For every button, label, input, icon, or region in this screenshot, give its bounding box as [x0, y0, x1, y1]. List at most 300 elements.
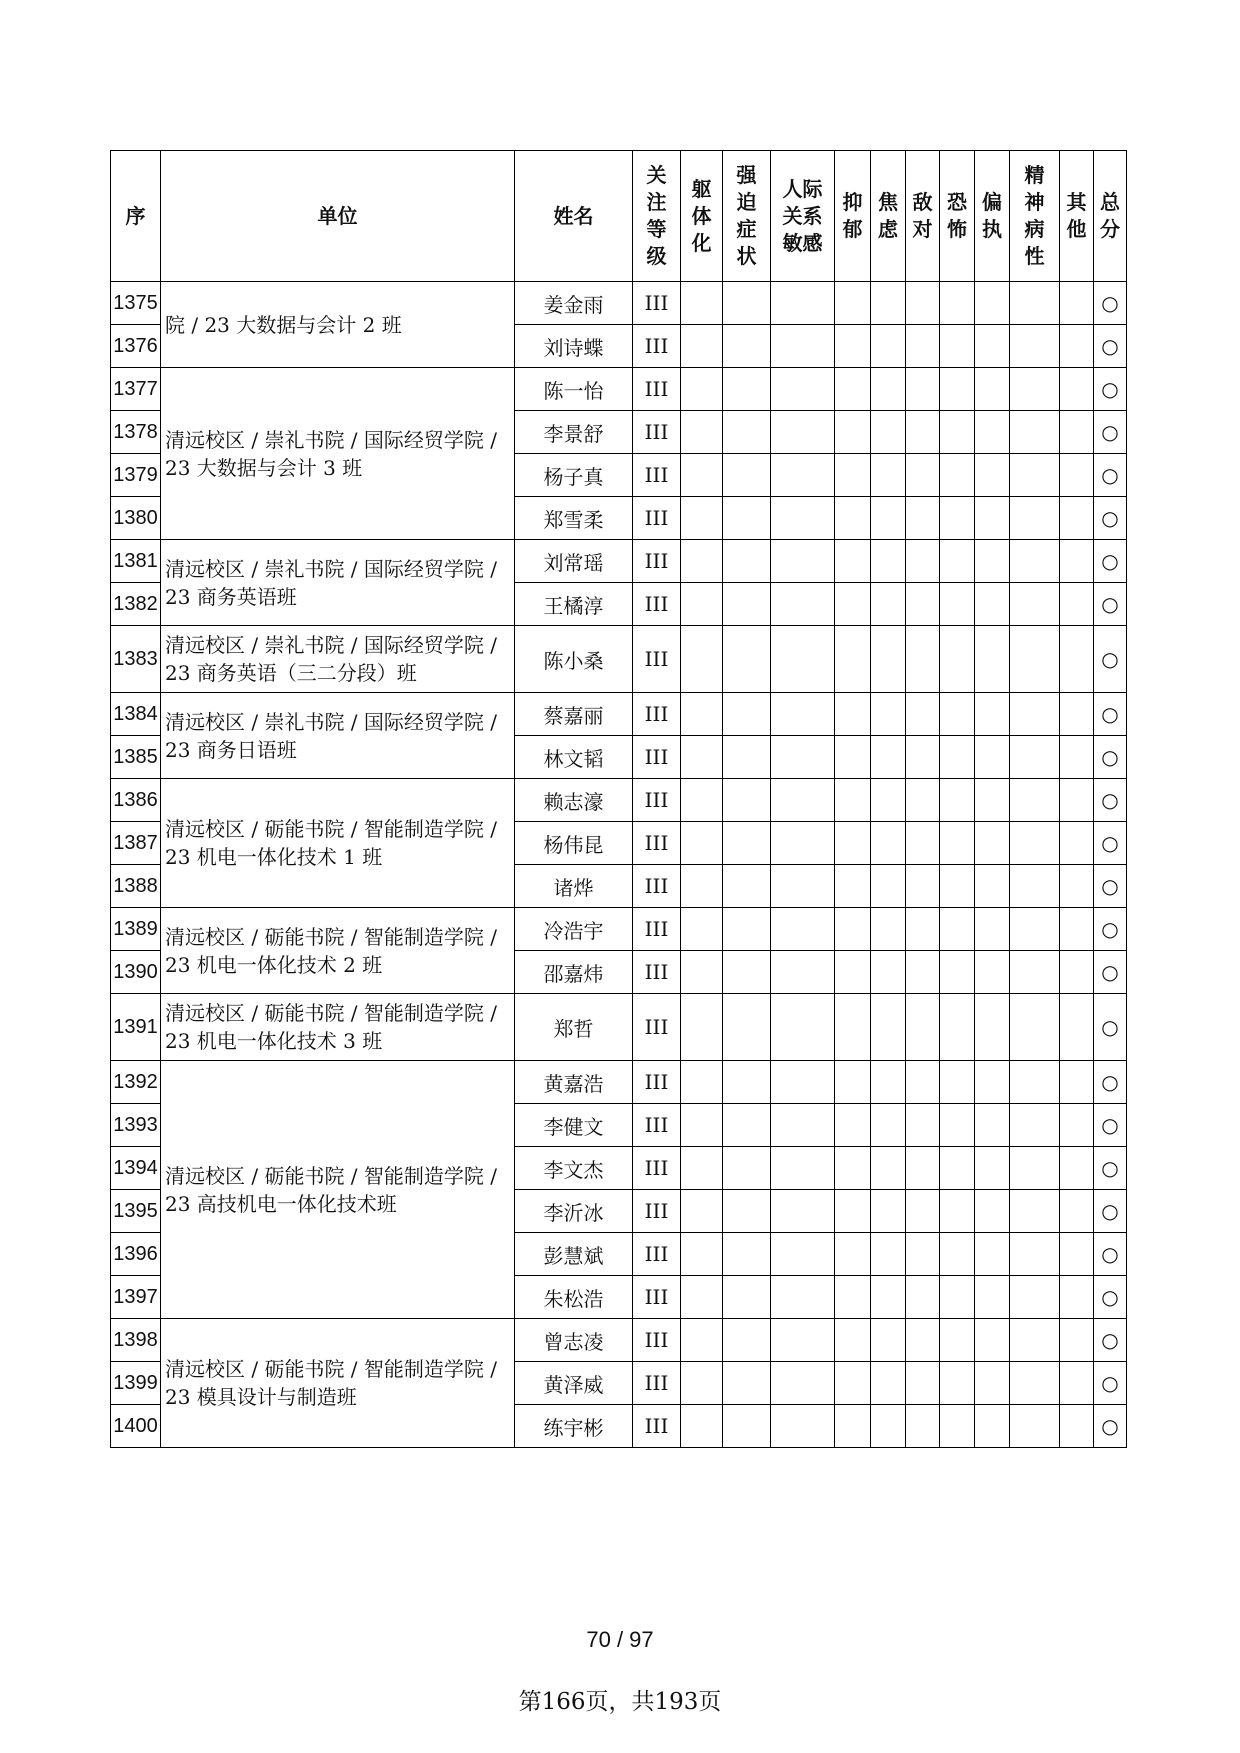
row-score-cell	[871, 583, 906, 626]
row-unit: 院 / 23 大数据与会计 2 班	[161, 282, 515, 368]
row-score-cell	[723, 1147, 771, 1190]
row-score-cell	[771, 822, 835, 865]
header-other	[1060, 151, 1094, 282]
row-level: III	[633, 822, 681, 865]
row-level: III	[633, 865, 681, 908]
row-name: 郑哲	[515, 994, 633, 1061]
row-score-cell	[975, 822, 1010, 865]
row-score-cell	[871, 994, 906, 1061]
row-level: III	[633, 282, 681, 325]
row-score-cell	[906, 368, 940, 411]
row-total: ○	[1094, 1104, 1127, 1147]
row-score-cell	[723, 1362, 771, 1405]
row-score-cell	[871, 626, 906, 693]
row-score-cell	[975, 951, 1010, 994]
row-score-cell	[835, 951, 871, 994]
row-name: 李文杰	[515, 1147, 633, 1190]
row-score-cell	[940, 693, 975, 736]
row-score-cell	[906, 626, 940, 693]
row-score-cell	[940, 626, 975, 693]
row-score-cell	[940, 1233, 975, 1276]
row-score-cell	[1060, 736, 1094, 779]
header-char: 关	[646, 163, 667, 187]
header-char: 敏感	[782, 230, 823, 255]
row-score-cell	[771, 1147, 835, 1190]
row-name: 黄泽威	[515, 1362, 633, 1405]
row-score-cell	[1060, 325, 1094, 368]
row-score-cell	[835, 626, 871, 693]
row-score-cell	[681, 1104, 723, 1147]
row-score-cell	[975, 1061, 1010, 1104]
row-score-cell	[681, 1061, 723, 1104]
row-total: ○	[1094, 951, 1127, 994]
row-score-cell	[1010, 1405, 1060, 1448]
row-score-cell	[1060, 951, 1094, 994]
header-char: 迫	[736, 190, 757, 214]
row-score-cell	[871, 411, 906, 454]
row-score-cell	[1060, 908, 1094, 951]
row-score-cell	[975, 779, 1010, 822]
row-level: III	[633, 779, 681, 822]
header-unit: 单位	[161, 151, 515, 282]
header-obsessive	[723, 151, 771, 282]
row-score-cell	[1060, 1061, 1094, 1104]
row-score-cell	[681, 1405, 723, 1448]
row-seq: 1386	[111, 779, 161, 822]
row-score-cell	[975, 497, 1010, 540]
row-name: 李景舒	[515, 411, 633, 454]
row-score-cell	[681, 1319, 723, 1362]
row-score-cell	[723, 822, 771, 865]
row-total: ○	[1094, 693, 1127, 736]
row-score-cell	[1060, 1319, 1094, 1362]
row-score-cell	[975, 626, 1010, 693]
row-name: 杨子真	[515, 454, 633, 497]
row-total: ○	[1094, 1276, 1127, 1319]
row-score-cell	[771, 1276, 835, 1319]
row-score-cell	[1010, 411, 1060, 454]
page-total: 第166页，共193页	[518, 1689, 722, 1715]
row-level: III	[633, 497, 681, 540]
row-total: ○	[1094, 1362, 1127, 1405]
row-score-cell	[835, 583, 871, 626]
row-score-cell	[771, 865, 835, 908]
row-score-cell	[940, 865, 975, 908]
row-seq: 1380	[111, 497, 161, 540]
header-psychotic	[1010, 151, 1060, 282]
row-score-cell	[1060, 1362, 1094, 1405]
row-score-cell	[835, 540, 871, 583]
row-level: III	[633, 1190, 681, 1233]
row-score-cell	[1010, 822, 1060, 865]
row-name: 王橘淳	[515, 583, 633, 626]
row-score-cell	[975, 1362, 1010, 1405]
header-char: 性	[1024, 244, 1045, 268]
row-score-cell	[975, 1104, 1010, 1147]
row-score-cell	[835, 822, 871, 865]
row-name: 彭慧斌	[515, 1233, 633, 1276]
row-score-cell	[771, 1362, 835, 1405]
row-level: III	[633, 1319, 681, 1362]
row-score-cell	[681, 583, 723, 626]
row-score-cell	[723, 454, 771, 497]
row-total: ○	[1094, 1233, 1127, 1276]
row-score-cell	[1060, 1233, 1094, 1276]
row-score-cell	[1060, 822, 1094, 865]
header-char: 精	[1024, 163, 1045, 187]
row-name: 陈一怡	[515, 368, 633, 411]
row-total: ○	[1094, 994, 1127, 1061]
row-score-cell	[723, 994, 771, 1061]
header-hostility	[906, 151, 940, 282]
header-char: 偏	[982, 190, 1002, 214]
row-score-cell	[871, 865, 906, 908]
row-score-cell	[835, 1362, 871, 1405]
row-score-cell	[906, 497, 940, 540]
row-score-cell	[906, 1362, 940, 1405]
row-score-cell	[940, 1405, 975, 1448]
row-score-cell	[940, 1104, 975, 1147]
row-score-cell	[906, 951, 940, 994]
row-level: III	[633, 1362, 681, 1405]
row-score-cell	[1010, 951, 1060, 994]
row-score-cell	[871, 951, 906, 994]
row-score-cell	[1010, 779, 1060, 822]
row-score-cell	[975, 411, 1010, 454]
row-score-cell	[940, 282, 975, 325]
header-char: 神	[1024, 190, 1045, 214]
row-score-cell	[906, 736, 940, 779]
row-total: ○	[1094, 779, 1127, 822]
row-seq: 1394	[111, 1147, 161, 1190]
row-seq: 1397	[111, 1276, 161, 1319]
row-score-cell	[835, 1147, 871, 1190]
row-score-cell	[906, 583, 940, 626]
header-char: 躯	[691, 176, 712, 201]
row-score-cell	[835, 1104, 871, 1147]
row-score-cell	[723, 736, 771, 779]
row-score-cell	[771, 1233, 835, 1276]
row-score-cell	[835, 1319, 871, 1362]
header-char: 总	[1100, 190, 1120, 214]
row-score-cell	[1060, 779, 1094, 822]
row-score-cell	[771, 454, 835, 497]
row-level: III	[633, 1405, 681, 1448]
header-char: 虑	[878, 217, 898, 241]
row-score-cell	[1010, 497, 1060, 540]
row-score-cell	[906, 1276, 940, 1319]
row-score-cell	[906, 1319, 940, 1362]
row-score-cell	[906, 454, 940, 497]
header-char: 恐	[947, 190, 967, 214]
row-score-cell	[681, 626, 723, 693]
row-score-cell	[681, 994, 723, 1061]
row-score-cell	[940, 1362, 975, 1405]
header-char: 关系	[782, 203, 823, 228]
row-score-cell	[1060, 1276, 1094, 1319]
row-level: III	[633, 1276, 681, 1319]
row-score-cell	[723, 368, 771, 411]
row-score-cell	[940, 1319, 975, 1362]
row-score-cell	[835, 1276, 871, 1319]
row-score-cell	[1010, 693, 1060, 736]
row-seq: 1390	[111, 951, 161, 994]
row-score-cell	[871, 325, 906, 368]
row-score-cell	[1010, 908, 1060, 951]
row-score-cell	[835, 282, 871, 325]
header-char: 执	[982, 217, 1002, 241]
header-anxiety	[871, 151, 906, 282]
row-name: 郑雪柔	[515, 497, 633, 540]
row-score-cell	[681, 951, 723, 994]
row-name: 李健文	[515, 1104, 633, 1147]
row-level: III	[633, 994, 681, 1061]
row-score-cell	[1010, 865, 1060, 908]
row-total: ○	[1094, 1061, 1127, 1104]
row-score-cell	[1010, 1104, 1060, 1147]
header-name: 姓名	[515, 151, 633, 282]
row-score-cell	[975, 454, 1010, 497]
row-score-cell	[975, 1405, 1010, 1448]
row-total: ○	[1094, 282, 1127, 325]
row-score-cell	[771, 497, 835, 540]
row-seq: 1382	[111, 583, 161, 626]
row-score-cell	[1060, 1147, 1094, 1190]
row-score-cell	[1060, 1405, 1094, 1448]
header-paranoid	[975, 151, 1010, 282]
row-name: 李沂冰	[515, 1190, 633, 1233]
table-row	[111, 626, 1127, 693]
row-score-cell	[906, 908, 940, 951]
row-score-cell	[871, 779, 906, 822]
row-score-cell	[723, 1190, 771, 1233]
row-score-cell	[975, 994, 1010, 1061]
row-level: III	[633, 325, 681, 368]
row-score-cell	[771, 626, 835, 693]
row-unit: 清远校区 / 砺能书院 / 智能制造学院 / 23 模具设计与制造班	[161, 1319, 515, 1448]
row-score-cell	[940, 1190, 975, 1233]
row-score-cell	[871, 1190, 906, 1233]
row-seq: 1393	[111, 1104, 161, 1147]
row-score-cell	[835, 1233, 871, 1276]
row-name: 蔡嘉丽	[515, 693, 633, 736]
row-level: III	[633, 454, 681, 497]
row-score-cell	[681, 693, 723, 736]
row-score-cell	[771, 693, 835, 736]
row-seq: 1398	[111, 1319, 161, 1362]
row-score-cell	[1060, 411, 1094, 454]
row-score-cell	[940, 994, 975, 1061]
row-total: ○	[1094, 1190, 1127, 1233]
header-char: 级	[646, 244, 667, 268]
row-score-cell	[771, 325, 835, 368]
row-score-cell	[771, 951, 835, 994]
row-score-cell	[906, 994, 940, 1061]
row-score-cell	[975, 1147, 1010, 1190]
row-score-cell	[871, 1405, 906, 1448]
row-score-cell	[1060, 368, 1094, 411]
header-char: 化	[691, 230, 712, 255]
row-score-cell	[906, 325, 940, 368]
row-level: III	[633, 1104, 681, 1147]
row-score-cell	[1010, 994, 1060, 1061]
row-score-cell	[1010, 1362, 1060, 1405]
row-score-cell	[1010, 282, 1060, 325]
row-total: ○	[1094, 454, 1127, 497]
row-score-cell	[771, 540, 835, 583]
row-total: ○	[1094, 1319, 1127, 1362]
row-seq: 1399	[111, 1362, 161, 1405]
row-score-cell	[835, 368, 871, 411]
row-score-cell	[1060, 282, 1094, 325]
row-score-cell	[1010, 540, 1060, 583]
row-name: 黄嘉浩	[515, 1061, 633, 1104]
row-score-cell	[1060, 1190, 1094, 1233]
row-score-cell	[975, 1276, 1010, 1319]
row-score-cell	[723, 540, 771, 583]
row-score-cell	[771, 411, 835, 454]
row-score-cell	[835, 779, 871, 822]
row-score-cell	[975, 282, 1010, 325]
row-score-cell	[681, 454, 723, 497]
row-score-cell	[771, 282, 835, 325]
row-score-cell	[681, 1362, 723, 1405]
header-char: 其	[1066, 190, 1087, 214]
row-score-cell	[1010, 736, 1060, 779]
row-score-cell	[1010, 325, 1060, 368]
row-score-cell	[906, 282, 940, 325]
row-score-cell	[681, 325, 723, 368]
row-score-cell	[975, 693, 1010, 736]
row-score-cell	[975, 1319, 1010, 1362]
row-level: III	[633, 951, 681, 994]
row-score-cell	[1060, 626, 1094, 693]
header-char: 抑	[842, 190, 863, 214]
row-level: III	[633, 693, 681, 736]
row-score-cell	[771, 736, 835, 779]
row-score-cell	[1060, 583, 1094, 626]
table-row	[111, 779, 1127, 822]
header-char: 病	[1024, 217, 1045, 241]
row-level: III	[633, 1147, 681, 1190]
row-score-cell	[681, 411, 723, 454]
header-interpersonal	[771, 151, 835, 282]
row-score-cell	[940, 411, 975, 454]
header-seq: 序	[111, 151, 161, 282]
row-seq: 1384	[111, 693, 161, 736]
row-score-cell	[871, 540, 906, 583]
row-seq: 1383	[111, 626, 161, 693]
row-name: 姜金雨	[515, 282, 633, 325]
row-score-cell	[1010, 368, 1060, 411]
row-score-cell	[723, 282, 771, 325]
row-score-cell	[835, 1405, 871, 1448]
row-score-cell	[681, 822, 723, 865]
row-level: III	[633, 583, 681, 626]
row-score-cell	[681, 497, 723, 540]
row-seq: 1376	[111, 325, 161, 368]
row-name: 诸烨	[515, 865, 633, 908]
row-seq: 1385	[111, 736, 161, 779]
row-score-cell	[771, 908, 835, 951]
row-score-cell	[723, 411, 771, 454]
row-total: ○	[1094, 497, 1127, 540]
row-seq: 1391	[111, 994, 161, 1061]
row-score-cell	[723, 1276, 771, 1319]
row-score-cell	[871, 1362, 906, 1405]
row-score-cell	[906, 1405, 940, 1448]
header-char: 等	[646, 217, 667, 241]
row-score-cell	[835, 454, 871, 497]
row-level: III	[633, 908, 681, 951]
row-score-cell	[871, 497, 906, 540]
row-score-cell	[1060, 497, 1094, 540]
row-score-cell	[835, 1190, 871, 1233]
row-score-cell	[1010, 454, 1060, 497]
row-score-cell	[871, 1147, 906, 1190]
row-score-cell	[835, 693, 871, 736]
row-score-cell	[940, 951, 975, 994]
table-row	[111, 994, 1127, 1061]
row-unit: 清远校区 / 砺能书院 / 智能制造学院 / 23 机电一体化技术 3 班	[161, 994, 515, 1061]
row-total: ○	[1094, 1405, 1127, 1448]
row-score-cell	[723, 1104, 771, 1147]
header-char: 强	[736, 163, 757, 187]
row-score-cell	[975, 908, 1010, 951]
row-score-cell	[940, 325, 975, 368]
row-total: ○	[1094, 540, 1127, 583]
row-score-cell	[681, 282, 723, 325]
row-name: 林文韬	[515, 736, 633, 779]
row-score-cell	[835, 994, 871, 1061]
row-level: III	[633, 1061, 681, 1104]
row-score-cell	[975, 540, 1010, 583]
row-seq: 1400	[111, 1405, 161, 1448]
row-score-cell	[940, 497, 975, 540]
row-score-cell	[723, 1233, 771, 1276]
row-total: ○	[1094, 865, 1127, 908]
row-name: 刘诗蝶	[515, 325, 633, 368]
row-score-cell	[871, 1104, 906, 1147]
row-score-cell	[681, 1190, 723, 1233]
row-seq: 1396	[111, 1233, 161, 1276]
row-seq: 1392	[111, 1061, 161, 1104]
row-score-cell	[975, 325, 1010, 368]
header-char: 焦	[878, 190, 898, 214]
row-unit: 清远校区 / 崇礼书院 / 国际经贸学院 / 23 商务英语班	[161, 540, 515, 626]
row-score-cell	[871, 1061, 906, 1104]
row-score-cell	[871, 1319, 906, 1362]
header-char: 他	[1066, 217, 1087, 241]
row-seq: 1387	[111, 822, 161, 865]
row-unit: 清远校区 / 崇礼书院 / 国际经贸学院 / 23 商务日语班	[161, 693, 515, 779]
row-score-cell	[940, 1147, 975, 1190]
row-score-cell	[835, 908, 871, 951]
row-score-cell	[771, 368, 835, 411]
row-seq: 1375	[111, 282, 161, 325]
row-score-cell	[681, 779, 723, 822]
row-seq: 1377	[111, 368, 161, 411]
row-score-cell	[681, 1276, 723, 1319]
row-score-cell	[940, 1276, 975, 1319]
row-score-cell	[723, 497, 771, 540]
row-score-cell	[1010, 583, 1060, 626]
row-seq: 1389	[111, 908, 161, 951]
row-score-cell	[771, 1319, 835, 1362]
row-score-cell	[906, 779, 940, 822]
student-table	[110, 150, 1127, 1448]
row-score-cell	[1060, 865, 1094, 908]
